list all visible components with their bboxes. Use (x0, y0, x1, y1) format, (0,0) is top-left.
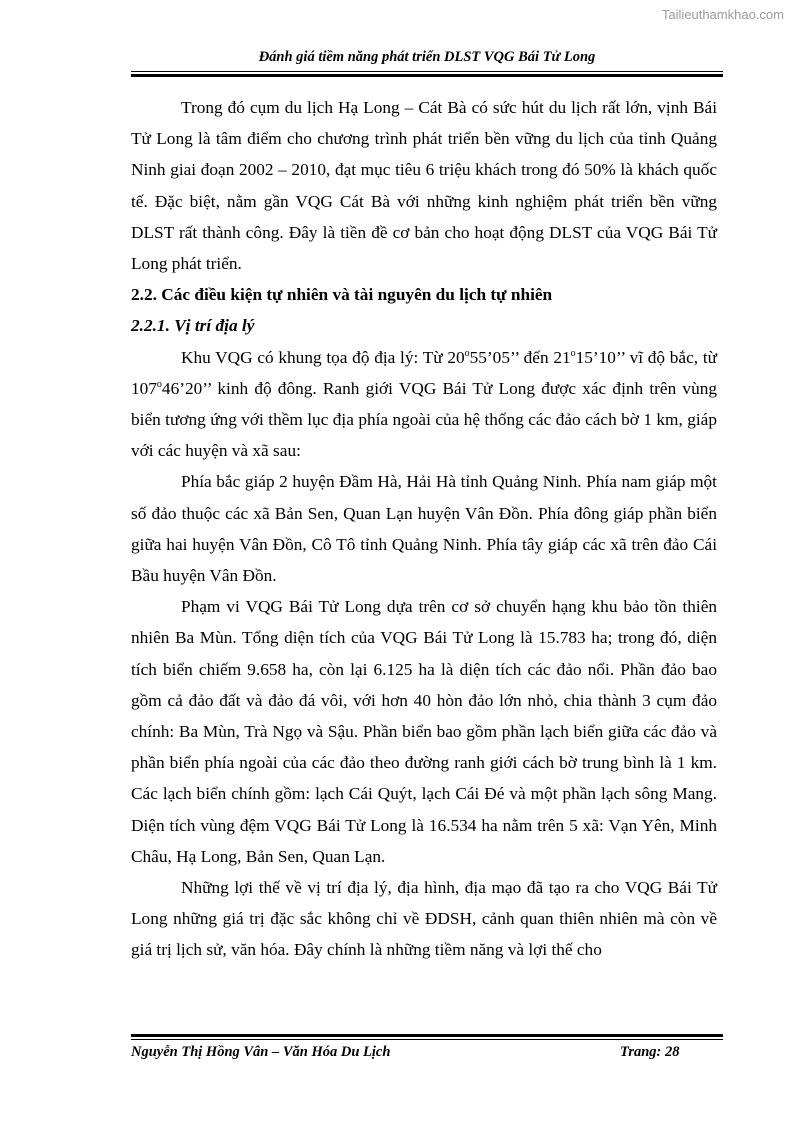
paragraph-1: Trong đó cụm du lịch Hạ Long – Cát Bà có sức hút du lịch rất lớn, vịnh Bái Tử Long là tâm điểm cho chương trình phát triển bền vững du lịch của tỉnh Quảng Ninh giai đoạn 2002 – 2010, đạt mục tiêu 6 triệu khách trong đó 50% là khách quốc tế. Đặc biệt, nằm gần VQG Cát Bà với những kinh nghiệm phát triển bền vững DLST rất thành công. Đây là tiền đề cơ bản cho hoạt động DLST của VQG Bái Tử Long phát triển. (131, 98, 717, 274)
section-heading-2-2: 2.2. Các điều kiện tự nhiên và tài nguyên du lịch tự nhiên (131, 285, 553, 305)
paragraph-5: Những lợi thế về vị trí địa lý, địa hình, địa mạo đã tạo ra cho VQG Bái Tử Long những giá trị đặc sắc không chỉ về ĐDSH, cảnh quan thiên nhiên mà còn về giá trị lịch sử, văn hóa. Đây chính là những tiềm năng và lợi thế cho (131, 878, 717, 960)
watermark: Tailieuthamkhao.com (661, 7, 784, 22)
subsection-heading-2-2-1: 2.2.1. Vị trí địa lý (131, 316, 255, 336)
footer-author: Nguyễn Thị Hồng Vân – Văn Hóa Du Lịch (131, 1044, 391, 1060)
footer-rule (131, 1039, 723, 1040)
paragraph-3: Phía bắc giáp 2 huyện Đầm Hà, Hải Hà tỉnh Quảng Ninh. Phía nam giáp một số đảo thuộc các xã Bản Sen, Quan Lạn huyện Vân Đồn. Phía đông giáp phần biển giữa hai huyện Vân Đồn, Cô Tô tỉnh Quảng Ninh. Phía tây giáp các xã trên đảo Cái Bầu huyện Vân Đồn. (131, 472, 717, 586)
page-header-title: Đánh giá tiềm năng phát triển DLST VQG Bái Tử Long (258, 49, 596, 65)
paragraph-4: Phạm vi VQG Bái Tử Long dựa trên cơ sở chuyển hạng khu bảo tồn thiên nhiên Ba Mùn. Tổng diện tích của VQG Bái Tử Long là 15.783 ha; trong đó, diện tích biển chiếm 9.658 ha, còn lại 6.125 ha là diện tích các đảo nổi. Phần đảo bao gồm cả đảo đất và đảo đá vôi, với hơn 40 hòn đảo lớn nhỏ, chia thành 3 cụm đảo chính: Ba Mùn, Trà Ngọ và Sậu. Phần biển bao gồm phần lạch biển giữa các đảo và phần biển phía ngoài của các đảo theo đường ranh giới cách bờ trung bình là 1 km. Các lạch biển chính gồm: lạch Cái Quýt, lạch Cái Đé và một phần lạch sông Mang. Diện tích vùng đệm VQG Bái Tử Long là 16.534 ha nằm trên 5 xã: Vạn Yên, Minh Châu, Hạ Long, Bản Sen, Quan Lạn. (131, 597, 717, 866)
header-rule (131, 71, 723, 72)
footer-rule-thick (131, 1034, 723, 1037)
page-body (131, 92, 717, 966)
footer-page-number: Trang: 28 (620, 1044, 680, 1060)
paragraph-2: Khu VQG có khung tọa độ địa lý: Từ 20$^o$55’05’’ đến 21$^o$15’10’’ vĩ độ bắc, từ 107$^o$46’20’’ kinh độ đông. Ranh giới VQG Bái Tử Long được xác định trên vùng biển tương ứng với thềm lục địa phía ngoài của hệ thống các đảo cách bờ 1 km, giáp với các huyện và xã sau: (131, 347, 717, 461)
header-rule-thick (131, 74, 723, 77)
